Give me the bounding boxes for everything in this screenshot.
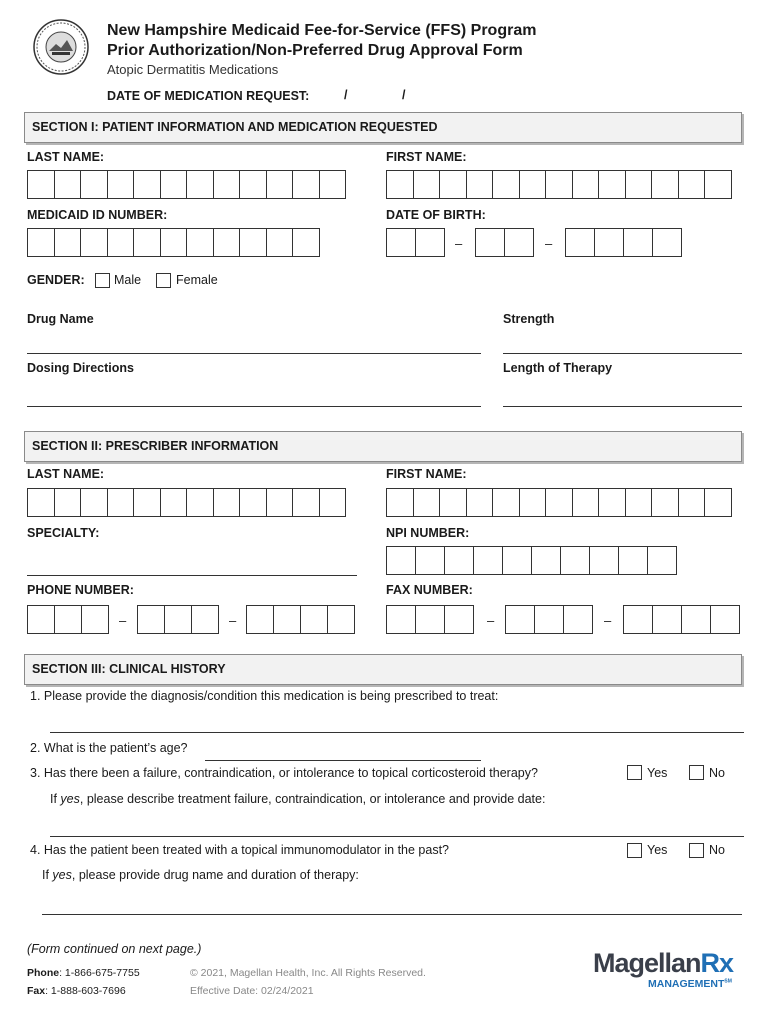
section-3-title: SECTION III: CLINICAL HISTORY <box>32 662 226 676</box>
logo-management: MANAGEMENT <box>648 978 725 990</box>
form-title-line1: New Hampshire Medicaid Fee-for-Service (FFS) Program <box>107 22 537 39</box>
gender-female-checkbox[interactable] <box>156 273 171 288</box>
footer-fax-label: Fax <box>27 985 46 997</box>
strength-field[interactable] <box>503 353 742 354</box>
drug-name-label: Drug Name <box>27 312 94 326</box>
question-4-no-checkbox[interactable] <box>689 843 704 858</box>
fax-label: FAX NUMBER: <box>386 583 473 597</box>
question-1-answer[interactable] <box>50 732 744 733</box>
question-1: 1. Please provide the diagnosis/condition this medication is being prescribed to treat: <box>30 689 499 703</box>
footer-fax-number: : 1-888-603-7696 <box>45 985 126 997</box>
gender-male-checkbox[interactable] <box>95 273 110 288</box>
logo-wordmark: MagellanRx <box>593 948 734 978</box>
fax-prefix-input[interactable] <box>505 605 592 634</box>
question-3: 3. Has there been a failure, contraindication, or intolerance to topical corticosteroid therapy? <box>30 766 538 780</box>
question-3-yes-label: Yes <box>647 766 668 780</box>
prescriber-last-name-label: LAST NAME: <box>27 467 105 481</box>
dob-sep-2: – <box>545 236 553 251</box>
phone-label: PHONE NUMBER: <box>27 583 134 597</box>
form-title-line2: Prior Authorization/Non-Preferred Drug Approval Form <box>107 42 523 59</box>
patient-last-name-label: LAST NAME: <box>27 150 105 164</box>
question-2-answer[interactable] <box>205 760 481 761</box>
phone-line-input[interactable] <box>246 605 354 634</box>
length-of-therapy-field[interactable] <box>503 406 742 407</box>
npi-label: NPI NUMBER: <box>386 526 470 540</box>
question-4-follow-up: If yes, please provide drug name and duration of therapy: <box>42 868 359 882</box>
question-3-answer[interactable] <box>50 836 744 837</box>
gender-female-label: Female <box>176 273 218 287</box>
phone-prefix-input[interactable] <box>137 605 218 634</box>
logo-sm-mark: SM <box>724 978 732 985</box>
section-1-title: SECTION I: PATIENT INFORMATION AND MEDICATION REQUESTED <box>32 120 438 134</box>
gender-label: GENDER: <box>27 273 85 287</box>
medicaid-id-label: MEDICAID ID NUMBER: <box>27 208 168 222</box>
specialty-field[interactable] <box>27 575 357 576</box>
gender-male-label: Male <box>114 273 142 287</box>
question-3-yes-checkbox[interactable] <box>627 765 642 780</box>
footer-phone-number: : 1-866-675-7755 <box>59 967 140 979</box>
dosing-directions-field[interactable] <box>27 406 481 407</box>
date-sep-2: / <box>402 88 406 102</box>
patient-first-name-label: FIRST NAME: <box>386 150 467 164</box>
question-4-no-label: No <box>709 843 725 857</box>
dosing-directions-label: Dosing Directions <box>27 361 134 375</box>
length-of-therapy-label: Length of Therapy <box>503 361 613 375</box>
section-2-title: SECTION II: PRESCRIBER INFORMATION <box>32 439 279 453</box>
section-2-header <box>24 431 742 462</box>
question-4-yes-label: Yes <box>647 843 668 857</box>
prescriber-first-name-input[interactable] <box>386 488 731 517</box>
date-request-label: DATE OF MEDICATION REQUEST: <box>107 89 310 103</box>
footer-phone-label: Phone <box>27 967 60 979</box>
question-3-no-checkbox[interactable] <box>689 765 704 780</box>
footer-phone <box>27 967 140 979</box>
prescriber-last-name-input[interactable] <box>27 488 345 517</box>
dob-label: DATE OF BIRTH: <box>386 208 486 222</box>
form-subtitle: Atopic Dermatitis Medications <box>107 62 279 77</box>
fax-area-input[interactable] <box>386 605 473 634</box>
footer-effective-date: Effective Date: 02/24/2021 <box>190 985 314 997</box>
dob-year-input[interactable] <box>565 228 681 257</box>
state-seal <box>32 18 90 76</box>
form-continued-note: (Form continued on next page.) <box>27 942 202 956</box>
phone-sep-2: – <box>229 613 237 628</box>
dob-month-input[interactable] <box>386 228 444 257</box>
patient-last-name-input[interactable] <box>27 170 345 199</box>
question-4-answer[interactable] <box>42 914 742 915</box>
dob-sep-1: – <box>455 236 463 251</box>
question-2: 2. What is the patient’s age? <box>30 741 188 755</box>
phone-area-input[interactable] <box>27 605 108 634</box>
question-3-no-label: No <box>709 766 725 780</box>
dob-day-input[interactable] <box>475 228 533 257</box>
fax-sep-1: – <box>487 613 495 628</box>
footer-copyright: © 2021, Magellan Health, Inc. All Rights Reserved. <box>190 967 426 979</box>
phone-sep-1: – <box>119 613 127 628</box>
specialty-label: SPECIALTY: <box>27 526 100 540</box>
drug-name-field[interactable] <box>27 353 481 354</box>
logo-subtitle <box>648 978 732 990</box>
question-4: 4. Has the patient been treated with a topical immunomodulator in the past? <box>30 843 450 857</box>
date-sep-1: / <box>344 88 348 102</box>
question-4-yes-checkbox[interactable] <box>627 843 642 858</box>
prescriber-first-name-label: FIRST NAME: <box>386 467 467 481</box>
npi-input[interactable] <box>386 546 676 575</box>
patient-first-name-input[interactable] <box>386 170 731 199</box>
strength-label: Strength <box>503 312 555 326</box>
medicaid-id-input[interactable] <box>27 228 319 257</box>
footer-fax <box>27 985 126 997</box>
magellan-rx-logo <box>593 948 743 998</box>
fax-line-input[interactable] <box>623 605 739 634</box>
section-1-header <box>24 112 742 143</box>
question-3-follow-up: If yes, please describe treatment failure, contraindication, or intolerance and provide date: <box>50 792 546 806</box>
section-3-header <box>24 654 742 685</box>
fax-sep-2: – <box>604 613 612 628</box>
